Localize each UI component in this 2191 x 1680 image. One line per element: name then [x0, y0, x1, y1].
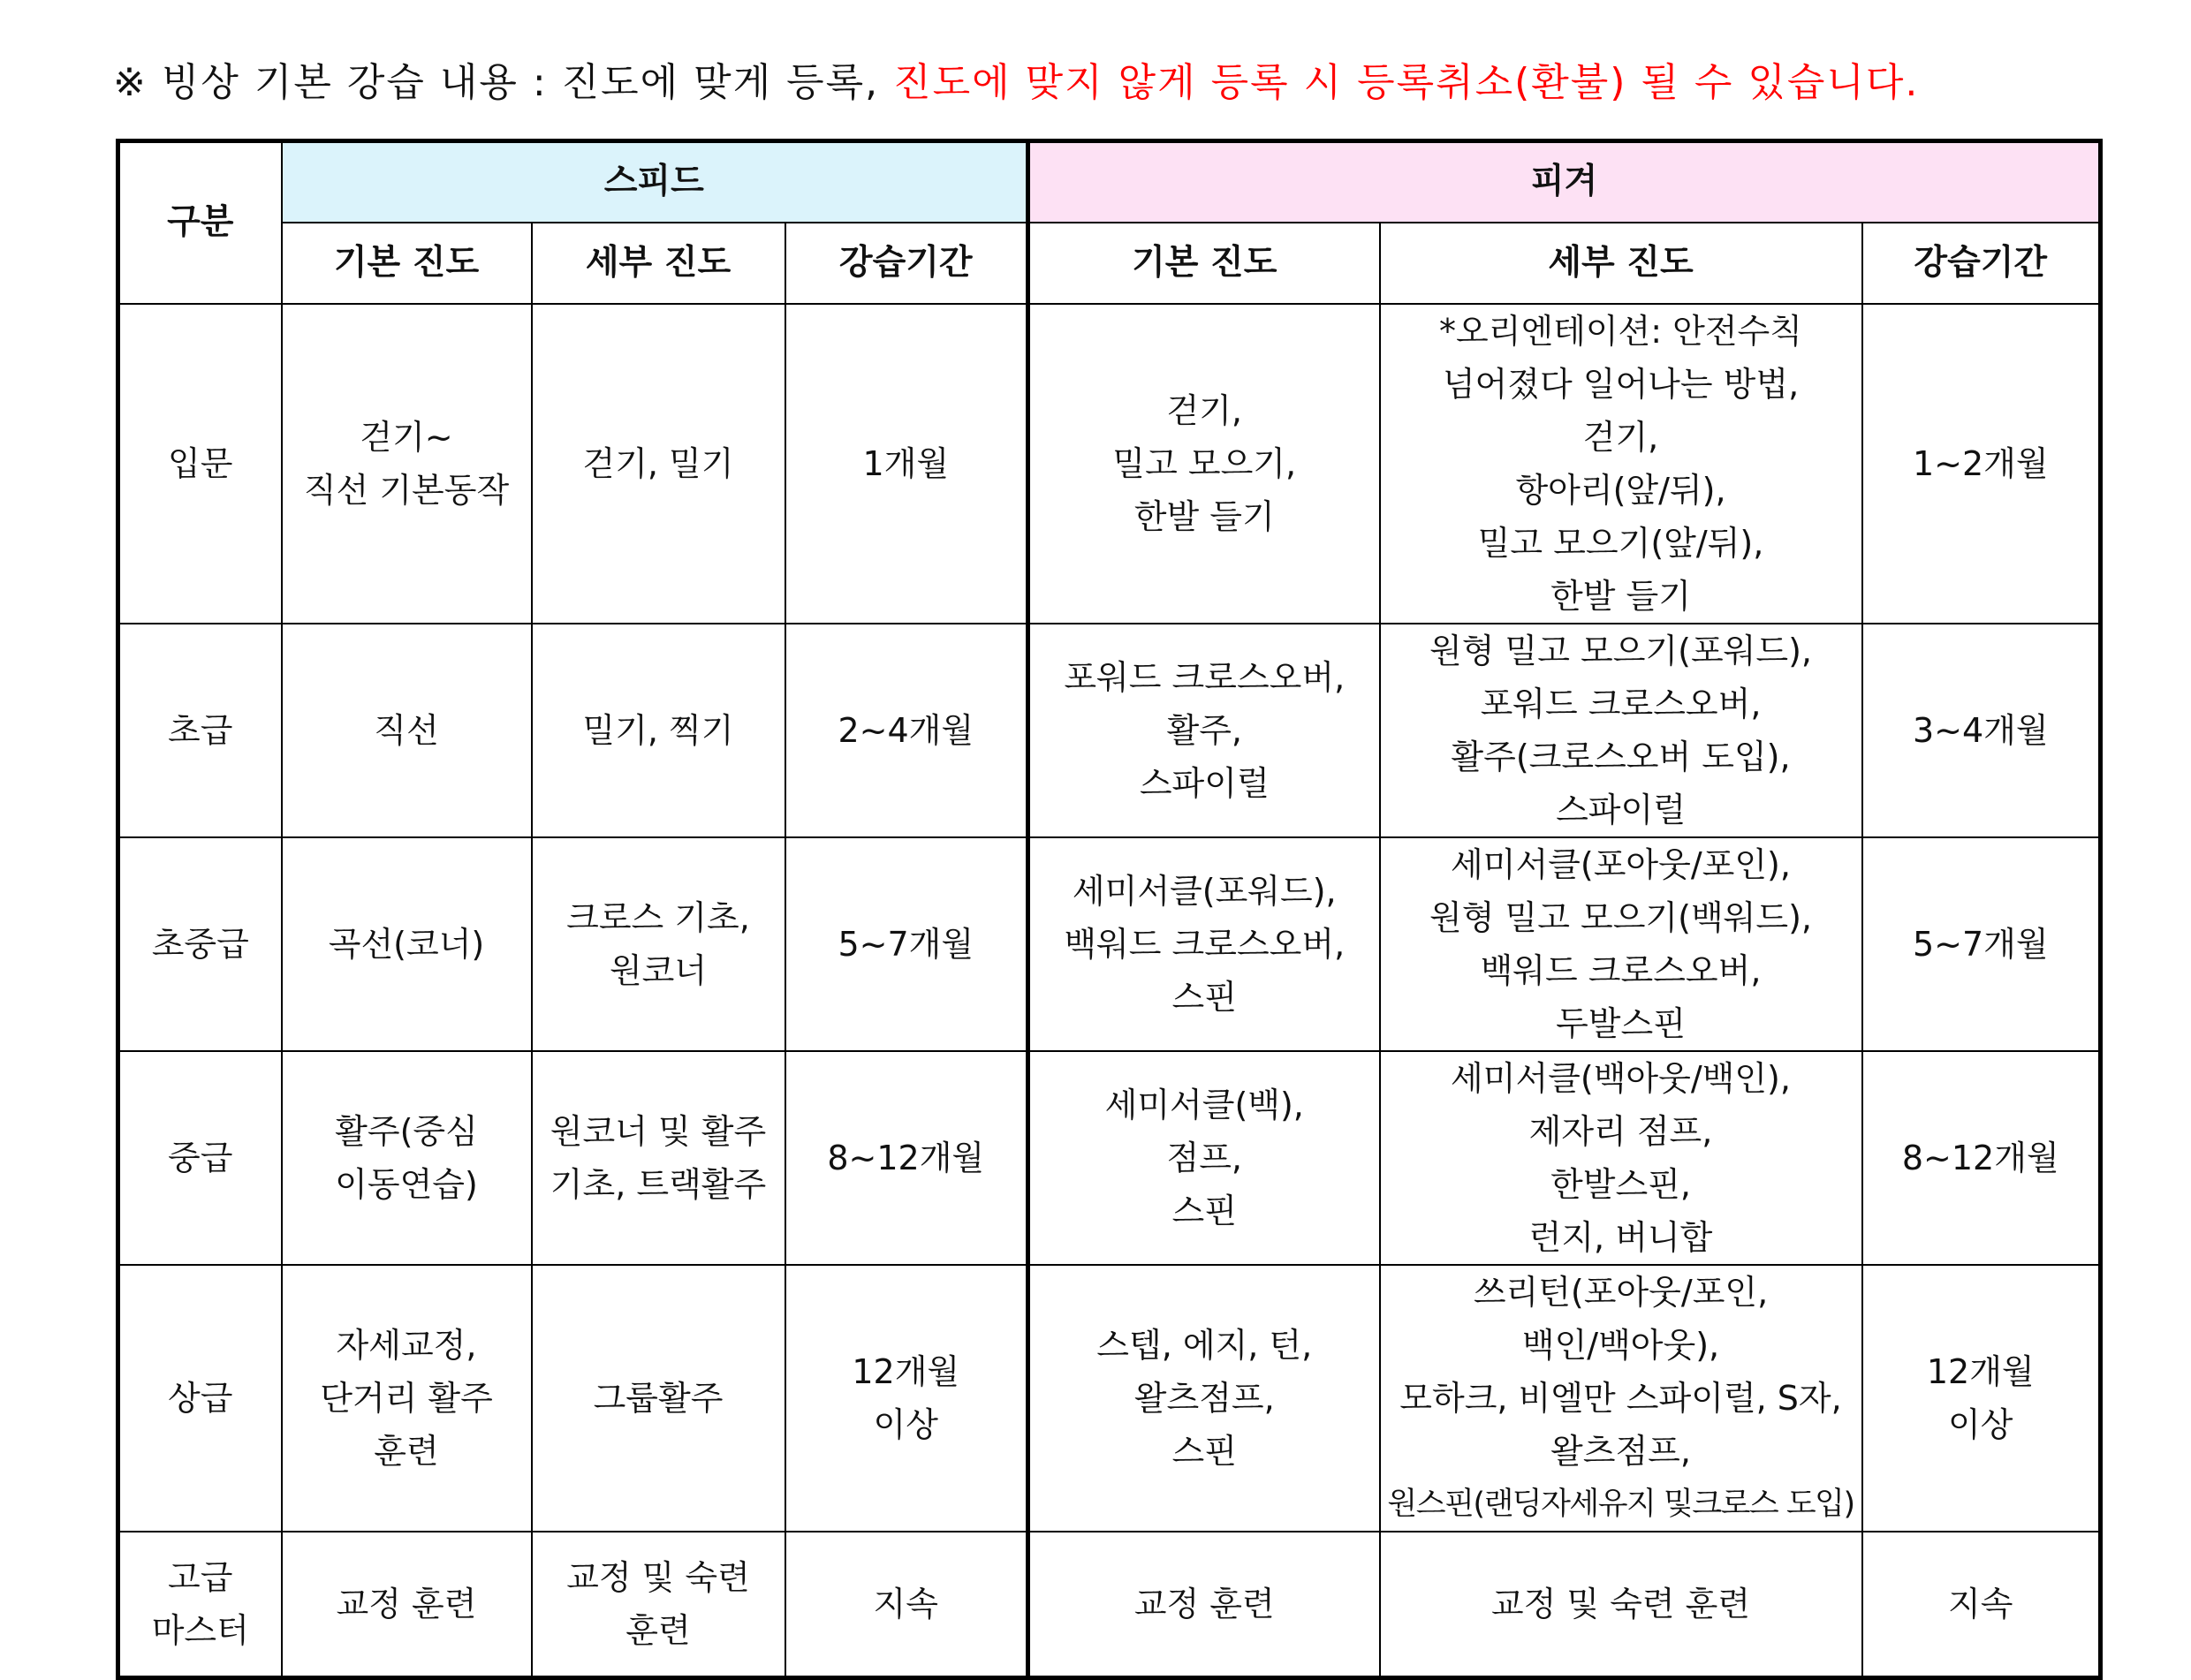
figure-period-cell: [1862, 1265, 2101, 1532]
cell-text-line: 단거리 활주: [320, 1378, 493, 1418]
level-cell: [118, 304, 282, 624]
figure-basic-header: 기본 진도: [1028, 223, 1380, 304]
figure-basic-cell: [1028, 624, 1380, 837]
cell-text-line: 스파이럴: [1139, 763, 1270, 803]
speed-period-cell: [785, 624, 1028, 837]
cell-text-line: 원코너: [609, 950, 708, 990]
cell-text-line: 백인/백아웃),: [1521, 1325, 1720, 1365]
cell-text-line: 쓰리턴(포아웃/포인,: [1473, 1272, 1769, 1312]
cell-text-line: 8~12개월: [827, 1138, 985, 1177]
speed-detail-cell: [532, 624, 785, 837]
level-cell: [118, 624, 282, 837]
speed-group-header: 스피드: [282, 141, 1028, 223]
cell-text-line: 넘어졌다 일어나는 방법,: [1442, 364, 1800, 404]
cell-text-line: 훈련: [374, 1431, 439, 1471]
cell-text-line: 12개월: [852, 1351, 960, 1391]
speed-period-cell: [785, 837, 1028, 1051]
cell-text-line: 걷기,: [1582, 417, 1659, 457]
cell-text-line: 2~4개월: [838, 710, 974, 750]
figure-period-cell: [1862, 304, 2101, 624]
cell-text-line: 스핀: [1171, 1431, 1237, 1471]
cell-text-line: 세미서클(포아웃/포인),: [1451, 844, 1791, 884]
figure-detail-cell: [1380, 624, 1862, 837]
figure-basic-cell: [1028, 837, 1380, 1051]
figure-period-header: 강습기간: [1862, 223, 2101, 304]
cell-text-line: *오리엔테이션: 안전수칙: [1439, 311, 1802, 351]
cell-text-line: 밀고 모으기(앞/뒤),: [1477, 523, 1764, 563]
speed-basic-cell: [282, 837, 532, 1051]
cell-text-line: 초급: [168, 710, 233, 750]
figure-basic-cell: [1028, 1532, 1380, 1678]
speed-detail-cell: [532, 1532, 785, 1678]
table-row: [118, 1051, 2101, 1265]
cell-text-line: 훈련: [625, 1610, 691, 1650]
speed-period-cell: [785, 1265, 1028, 1532]
cell-text-line: 백워드 크로스오버,: [1064, 924, 1346, 964]
cell-text-line: 스핀: [1171, 1191, 1237, 1230]
speed-basic-cell: [282, 1051, 532, 1265]
level-cell: [118, 1051, 282, 1265]
cell-text-line: 세미서클(포워드),: [1072, 871, 1337, 911]
cell-text-line: 활주,: [1166, 710, 1242, 750]
cell-text-line: 마스터: [151, 1610, 249, 1650]
cell-text-line: 원스핀(랜딩자세유지 및크로스 도입): [1387, 1486, 1854, 1522]
speed-detail-cell: [532, 304, 785, 624]
cell-text-line: 세미서클(백),: [1104, 1085, 1304, 1124]
figure-detail-header: 세부 진도: [1380, 223, 1862, 304]
cell-text-line: 12개월: [1926, 1351, 2035, 1391]
cell-text-line: 직선 기본동작: [303, 470, 510, 510]
cell-text-line: 밀고 모으기,: [1112, 443, 1297, 483]
cell-text-line: 8~12개월: [1901, 1138, 2059, 1177]
figure-period-cell: [1862, 837, 2101, 1051]
cell-text-line: 원형 밀고 모으기(포워드),: [1429, 631, 1812, 670]
speed-period-cell: [785, 1532, 1028, 1678]
cell-text-line: 활주(중심: [335, 1111, 478, 1151]
speed-period-header: 강습기간: [785, 223, 1028, 304]
cell-text-line: 입문: [168, 443, 233, 483]
figure-basic-cell: [1028, 1265, 1380, 1532]
speed-basic-cell: [282, 624, 532, 837]
cell-text-line: 런지, 버니합: [1528, 1217, 1713, 1257]
cell-text-line: 항아리(앞/뒤),: [1515, 470, 1726, 510]
cell-text-line: 상급: [168, 1378, 233, 1418]
speed-basic-cell: [282, 1532, 532, 1678]
cell-text-line: 5~7개월: [838, 924, 974, 964]
table-row: [118, 624, 2101, 837]
cell-text-line: 중급: [168, 1138, 233, 1177]
speed-basic-header: 기본 진도: [282, 223, 532, 304]
cell-text-line: 걷기,: [1166, 390, 1242, 430]
speed-detail-cell: [532, 837, 785, 1051]
cell-text-line: 초중급: [151, 924, 249, 964]
figure-period-cell: [1862, 1051, 2101, 1265]
cell-text-line: 기초, 트랙활주: [550, 1164, 767, 1204]
figure-group-header: 피겨: [1028, 141, 2101, 223]
cell-text-line: 그룹활주: [593, 1378, 724, 1418]
cell-text-line: 왈츠점프,: [1133, 1378, 1275, 1418]
table-row: [118, 1265, 2101, 1532]
figure-detail-cell: [1380, 837, 1862, 1051]
cell-text-line: 원코너 및 활주: [550, 1111, 767, 1151]
figure-basic-cell: [1028, 1051, 1380, 1265]
lesson-schedule-table: [116, 139, 2103, 1680]
cell-text-line: 1~2개월: [1912, 443, 2049, 483]
cell-text-line: 교정 훈련: [336, 1584, 477, 1623]
cell-text-line: 왈츠점프,: [1550, 1431, 1691, 1471]
cell-text-line: 밀기, 찍기: [582, 710, 734, 750]
notice-line: [113, 57, 2145, 110]
cell-text-line: 교정 훈련: [1133, 1584, 1275, 1623]
cell-text-line: 한발스핀,: [1550, 1164, 1691, 1204]
level-cell: [118, 1265, 282, 1532]
figure-period-cell: [1862, 624, 2101, 837]
figure-detail-cell: [1380, 1051, 1862, 1265]
cell-text-line: 포워드 크로스오버,: [1064, 657, 1346, 697]
cell-text-line: 스파이럴: [1556, 790, 1686, 829]
table-row: [118, 1532, 2101, 1678]
cell-text-line: 점프,: [1166, 1138, 1242, 1177]
cell-text-line: 걷기~: [360, 417, 453, 457]
table-row: [118, 304, 2101, 624]
notice-prefix: ※ 빙상 기본 강습 내용 : 진도에 맞게 등록,: [113, 60, 894, 105]
table-row: [118, 837, 2101, 1051]
cell-text-line: 3~4개월: [1912, 710, 2049, 750]
cell-text-line: 스핀: [1171, 977, 1237, 1017]
cell-text-line: 이상: [873, 1404, 938, 1444]
figure-basic-cell: [1028, 304, 1380, 624]
cell-text-line: 두발스핀: [1556, 1003, 1686, 1043]
cell-text-line: 스텝, 에지, 턴,: [1096, 1325, 1313, 1365]
cell-text-line: 제자리 점프,: [1528, 1111, 1713, 1151]
category-header: 구분: [118, 141, 282, 304]
cell-text-line: 교정 및 숙련: [566, 1557, 750, 1597]
cell-text-line: 한발 들기: [1550, 576, 1691, 616]
cell-text-line: 활주(크로스오버 도입),: [1451, 737, 1791, 776]
figure-detail-cell: [1380, 1265, 1862, 1532]
speed-detail-header: 세부 진도: [532, 223, 785, 304]
cell-text-line: 1개월: [862, 443, 950, 483]
speed-period-cell: [785, 304, 1028, 624]
cell-text-line: 5~7개월: [1912, 924, 2049, 964]
level-cell: [118, 1532, 282, 1678]
cell-text-line: 원형 밀고 모으기(백워드),: [1429, 897, 1812, 937]
figure-detail-cell: [1380, 304, 1862, 624]
cell-text-line: 걷기, 밀기: [582, 443, 734, 483]
cell-text-line: 크로스 기초,: [566, 897, 750, 937]
speed-detail-cell: [532, 1051, 785, 1265]
cell-text-line: 곡선(코너): [328, 924, 485, 964]
speed-basic-cell: [282, 1265, 532, 1532]
cell-text-line: 지속: [873, 1584, 938, 1623]
figure-period-cell: [1862, 1532, 2101, 1678]
cell-text-line: 한발 들기: [1133, 496, 1275, 536]
cell-text-line: 고급: [168, 1557, 233, 1597]
cell-text-line: 이상: [1948, 1404, 2013, 1444]
speed-period-cell: [785, 1051, 1028, 1265]
cell-text-line: 모하크, 비엘만 스파이럴, S자,: [1399, 1378, 1842, 1418]
notice-warning: 진도에 맞지 않게 등록 시 등록취소(환불) 될 수 있습니다.: [893, 60, 1920, 105]
speed-basic-cell: [282, 304, 532, 624]
cell-text-line: 포워드 크로스오버,: [1480, 684, 1762, 723]
cell-text-line: 이동연습): [335, 1164, 478, 1204]
speed-detail-cell: [532, 1265, 785, 1532]
cell-text-line: 자세교정,: [336, 1325, 477, 1365]
cell-text-line: 교정 및 숙련 훈련: [1490, 1584, 1751, 1623]
cell-text-line: 지속: [1948, 1584, 2013, 1623]
cell-text-line: 백워드 크로스오버,: [1480, 950, 1762, 990]
cell-text-line: 세미서클(백아웃/백인),: [1451, 1058, 1791, 1098]
figure-detail-cell: [1380, 1532, 1862, 1678]
level-cell: [118, 837, 282, 1051]
cell-text-line: 직선: [374, 710, 439, 750]
